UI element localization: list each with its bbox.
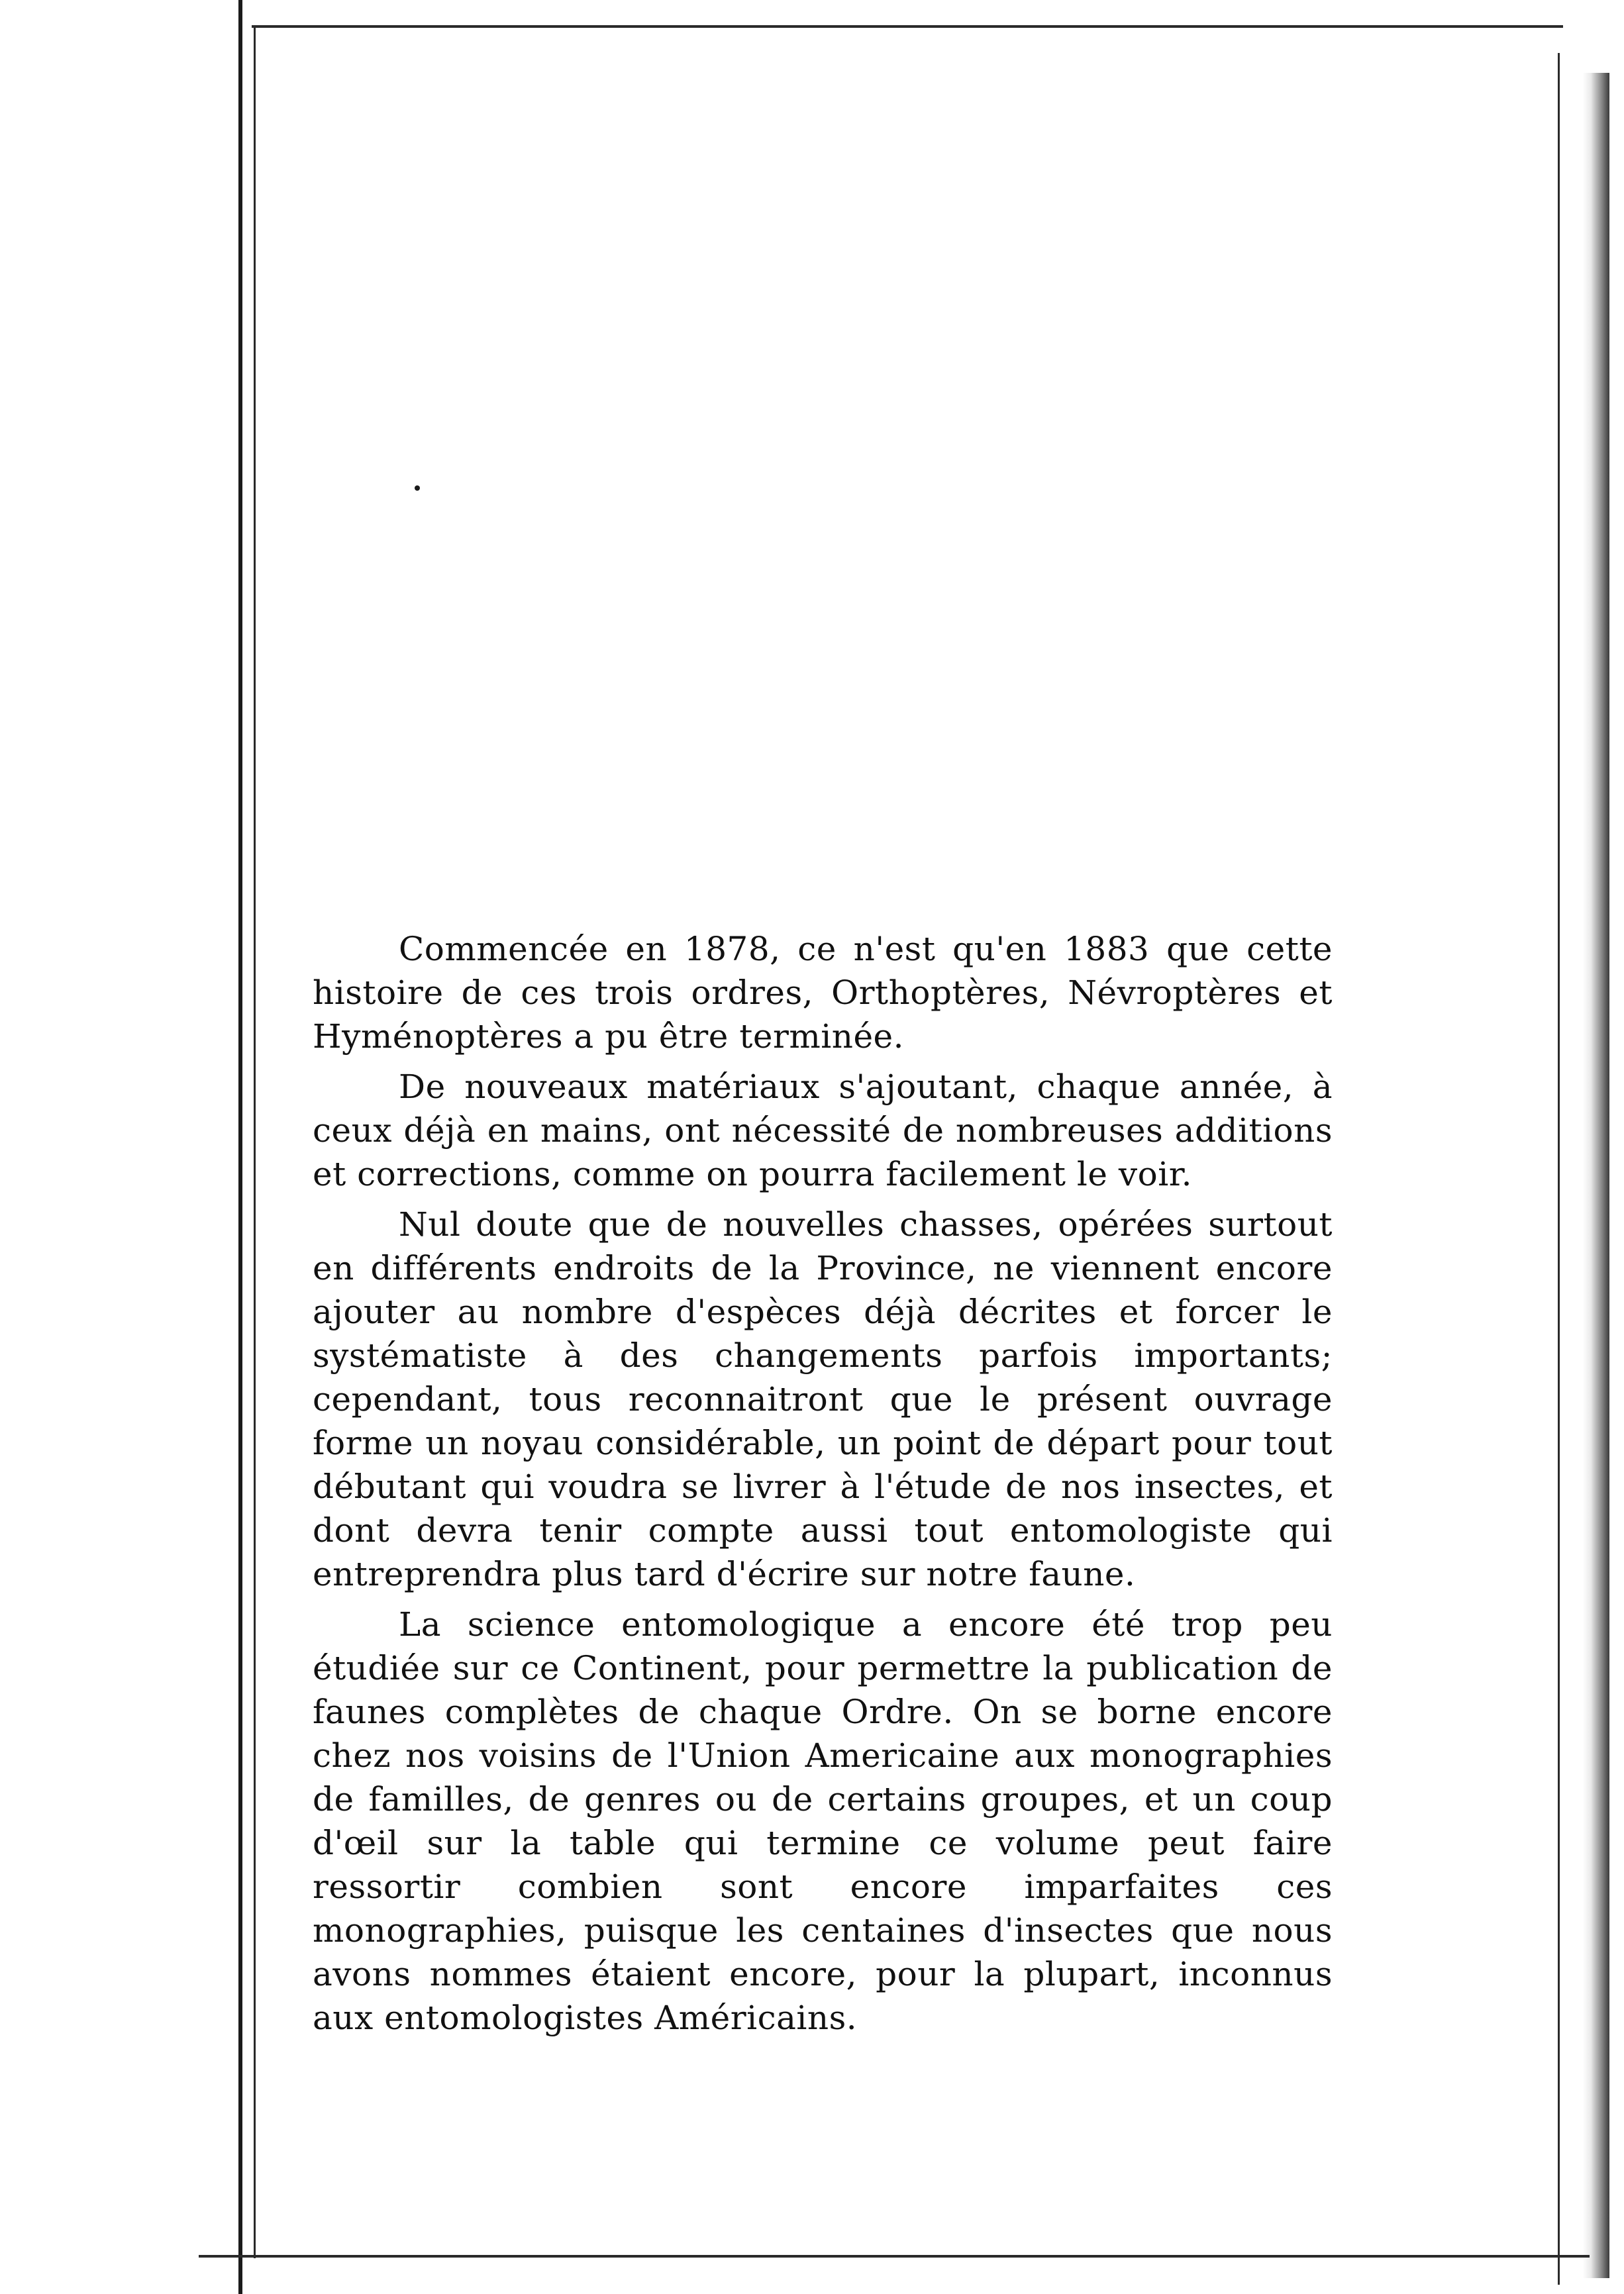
- page-top-edge: [252, 25, 1563, 28]
- page-right-shadow: [1583, 73, 1609, 2278]
- page-right-edge: [1558, 53, 1560, 2285]
- page-left-edge: [254, 26, 256, 2258]
- ink-speck: [415, 485, 420, 491]
- paragraph: Commencée en 1878, ce n'est qu'en 1883 que cette histoire de ces trois ordres, Orthoptères, Névroptères et Hyménoptères a pu être terminée.: [313, 930, 1333, 1056]
- page-bottom-edge: [199, 2255, 1590, 2258]
- paragraph: Nul doute que de nouvelles chasses, opérées surtout en différents endroits de la Province, ne viennent encore ajouter au nombre d'espèces déjà décrites et forcer le systématiste à des changements parfois importants; cependant, tous reconnaitront que le présent ouvrage forme un noyau considérable, un point de départ pour tout débutant qui voudra se livrer à l'étude de nos insectes, et dont devra tenir compte aussi tout entomologiste qui entreprendra plus tard d'écrire sur notre faune.: [313, 1205, 1333, 1593]
- paragraph: La science entomologique a encore été trop peu étudiée sur ce Continent, pour permettre la publication de faunes complètes de chaque Ordre. On se borne encore chez nos voisins de l'Union Americaine aux monographies de familles, de genres ou de certains groupes, et un coup d'œil sur la table qui termine ce volume peut faire ressortir combien sont encore imparfaites ces monographies, puisque les centaines d'insectes que nous avons nommes étaient encore, pour la plupart, inconnus aux entomologistes Américains.: [313, 1605, 1333, 2037]
- body-text: [313, 927, 1333, 2046]
- paragraph: De nouveaux matériaux s'ajoutant, chaque année, à ceux déjà en mains, ont nécessité de nombreuses additions et corrections, comme on pourra facilement le voir.: [313, 1068, 1333, 1193]
- binding-edge: [238, 0, 242, 2294]
